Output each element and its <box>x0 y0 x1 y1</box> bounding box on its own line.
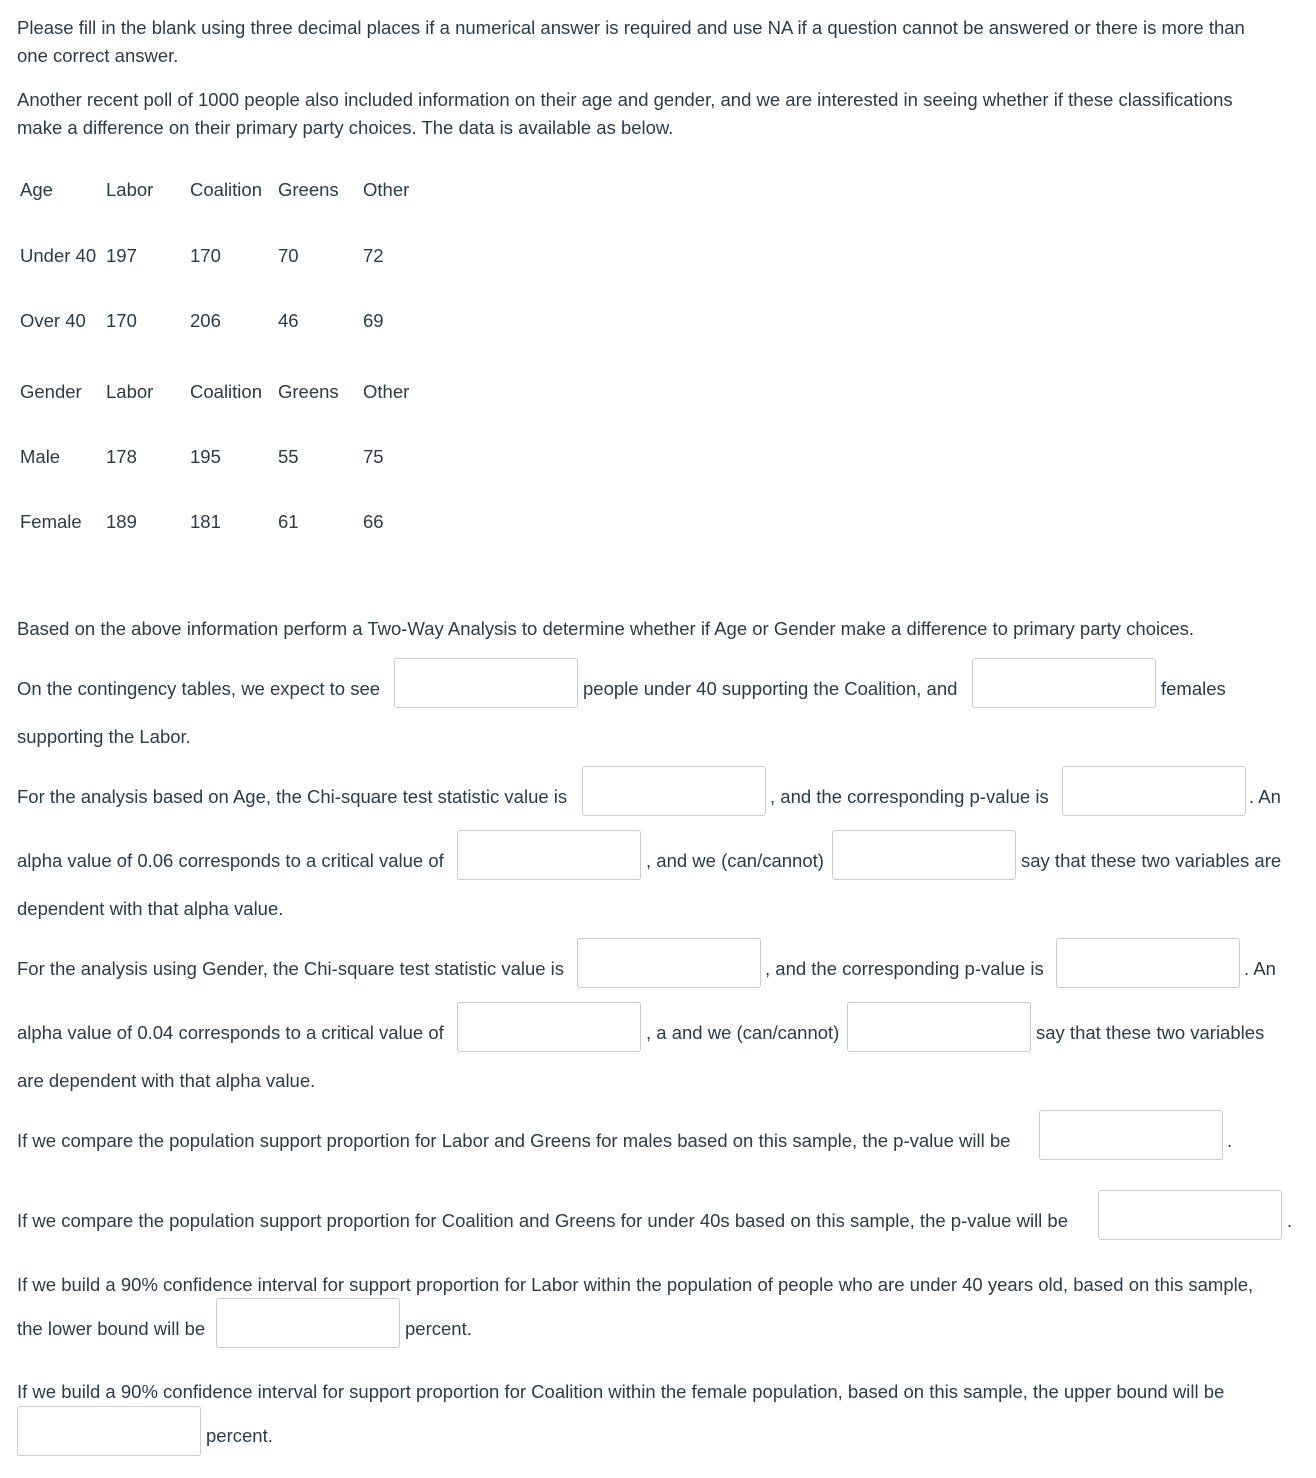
table-header-cell: Gender <box>20 381 82 402</box>
table-header-cell: Coalition <box>190 381 262 402</box>
q7-upper-bound-input[interactable] <box>17 1406 201 1456</box>
intro-line-3: Another recent poll of 1000 people also included information on their age and gender, and we are interested in seeing whether if these classifications <box>17 89 1233 110</box>
q2-text-d: alpha value of 0.06 corresponds to a critical value of <box>17 850 444 871</box>
q3-p-value-input[interactable] <box>1056 938 1240 988</box>
q3-text-f: say that these two variables <box>1036 1022 1265 1043</box>
q1-text-a: On the contingency tables, we expect to see <box>17 678 381 699</box>
q6-text-c: percent. <box>405 1318 472 1339</box>
q1-text-c: females <box>1161 678 1226 699</box>
q1-expected-female-labor-input[interactable] <box>972 658 1156 708</box>
table-cell: 206 <box>190 310 221 331</box>
q3-text-d: alpha value of 0.04 corresponds to a critical value of <box>17 1022 444 1043</box>
q4-text-a: If we compare the population support proportion for Labor and Greens for males based on this sample, the p-value will be <box>17 1130 1011 1151</box>
table-header-cell: Labor <box>106 381 154 402</box>
table-cell: 189 <box>106 511 137 532</box>
q2-text-e: , and we (can/cannot) <box>646 850 824 871</box>
q3-can-cannot-input[interactable] <box>847 1002 1031 1052</box>
table-header-cell: Age <box>20 179 53 200</box>
table-cell: Over 40 <box>20 310 86 331</box>
table-cell: 69 <box>363 310 384 331</box>
q7-text-b: percent. <box>206 1425 273 1446</box>
q6-lower-bound-input[interactable] <box>216 1298 400 1348</box>
table-header-cell: Coalition <box>190 179 262 200</box>
table-cell: 197 <box>106 245 137 266</box>
table-cell: 70 <box>278 245 299 266</box>
q6-text-a: If we build a 90% confidence interval for support proportion for Labor within the population of people who are under 40 years old, based on this sample, <box>17 1274 1254 1295</box>
q3-text-b: , and the corresponding p-value is <box>765 958 1044 979</box>
q3-text-a: For the analysis using Gender, the Chi-square test statistic value is <box>17 958 565 979</box>
table-header-cell: Other <box>363 381 410 402</box>
q1-text-d: supporting the Labor. <box>17 726 191 747</box>
q2-text-c: . An <box>1249 786 1281 807</box>
q3-chi-square-input[interactable] <box>577 938 761 988</box>
q2-critical-value-input[interactable] <box>457 830 641 880</box>
q3-text-e: , a and we (can/cannot) <box>646 1022 840 1043</box>
q2-text-a: For the analysis based on Age, the Chi-square test statistic value is <box>17 786 568 807</box>
q2-p-value-input[interactable] <box>1062 766 1246 816</box>
instruction-text: Based on the above information perform a Two-Way Analysis to determine whether if Age or Gender make a difference to primary party choices. <box>17 618 1195 639</box>
q3-critical-value-input[interactable] <box>457 1002 641 1052</box>
table-cell: 181 <box>190 511 221 532</box>
table-cell: 66 <box>363 511 384 532</box>
q5-p-value-input[interactable] <box>1098 1190 1282 1240</box>
table-cell: 61 <box>278 511 299 532</box>
table-cell: Male <box>20 446 61 467</box>
q3-text-c: . An <box>1244 958 1276 979</box>
q2-can-cannot-input[interactable] <box>832 830 1016 880</box>
table-cell: 75 <box>363 446 384 467</box>
table-cell: 195 <box>190 446 221 467</box>
table-cell: 170 <box>190 245 221 266</box>
table-header-cell: Other <box>363 179 410 200</box>
q1-expected-under40-coalition-input[interactable] <box>394 658 578 708</box>
intro-line-2: one correct answer. <box>17 45 179 66</box>
table-cell: Female <box>20 511 82 532</box>
q2-text-g: dependent with that alpha value. <box>17 898 284 919</box>
table-cell: 55 <box>278 446 299 467</box>
q2-text-b: , and the corresponding p-value is <box>770 786 1049 807</box>
q2-chi-square-input[interactable] <box>582 766 766 816</box>
table-cell: Under 40 <box>20 245 97 266</box>
table-header-cell: Labor <box>106 179 154 200</box>
q5-text-a: If we compare the population support proportion for Coalition and Greens for under 40s based on this sample, the p-value will be <box>17 1210 1069 1231</box>
table-cell: 72 <box>363 245 384 266</box>
table-cell: 170 <box>106 310 137 331</box>
q4-p-value-input[interactable] <box>1039 1110 1223 1160</box>
intro-line-4: make a difference on their primary party choices. The data is available as below. <box>17 117 674 138</box>
q5-text-b: . <box>1287 1210 1293 1231</box>
q4-text-b: . <box>1227 1130 1233 1151</box>
table-cell: 46 <box>278 310 299 331</box>
q6-text-b: the lower bound will be <box>17 1318 206 1339</box>
q1-text-b: people under 40 supporting the Coalition, and <box>583 678 958 699</box>
table-header-cell: Greens <box>278 381 339 402</box>
table-cell: 178 <box>106 446 137 467</box>
q2-text-f: say that these two variables are <box>1021 850 1282 871</box>
intro-line-1: Please fill in the blank using three decimal places if a numerical answer is required and use NA if a question cannot be answered or there is more than <box>17 17 1245 38</box>
q7-text-a: If we build a 90% confidence interval for support proportion for Coalition within the female population, based on this sample, the upper bound will be <box>17 1381 1225 1402</box>
table-header-cell: Greens <box>278 179 339 200</box>
q3-text-g: are dependent with that alpha value. <box>17 1070 316 1091</box>
